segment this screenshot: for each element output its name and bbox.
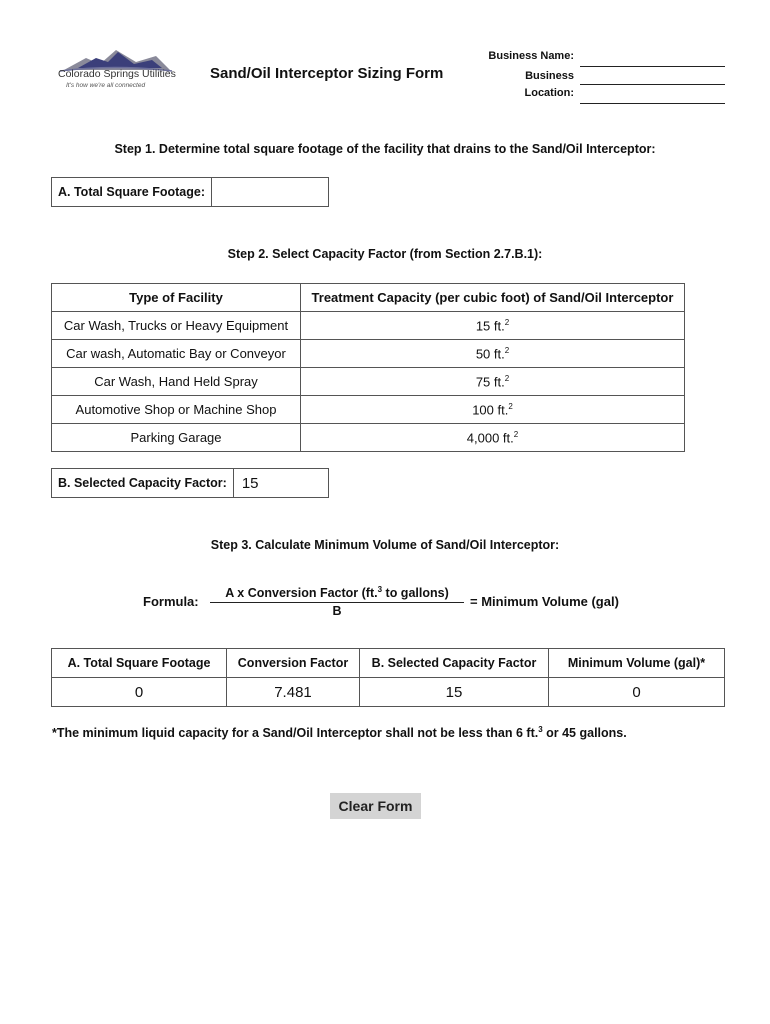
formula-numerator: A x Conversion Factor (ft.$^3$ to gallons) xyxy=(210,585,464,603)
calc-selected-factor-value: 15 xyxy=(360,678,549,707)
selected-capacity-input[interactable]: 15 xyxy=(234,469,328,497)
step3-heading: Step 3. Calculate Minimum Volume of Sand/Oil Interceptor: xyxy=(210,538,560,552)
column-header-selected-factor: B. Selected Capacity Factor xyxy=(360,649,549,678)
column-header-total-sqft: A. Total Square Footage xyxy=(52,649,227,678)
business-location-label-line2: Location: xyxy=(524,87,574,99)
table-row xyxy=(52,312,685,340)
table-row xyxy=(52,340,685,368)
page-title: Sand/Oil Interceptor Sizing Form xyxy=(210,65,444,82)
business-name-field[interactable] xyxy=(580,52,725,67)
business-name-label: Business Name: xyxy=(488,50,574,62)
formula-denominator: B xyxy=(332,604,342,618)
capacity-factor-table xyxy=(51,283,685,452)
facility-type: Parking Garage xyxy=(52,424,301,452)
table-row xyxy=(52,424,685,452)
calc-total-sqft-value: 0 xyxy=(52,678,227,707)
column-header-facility: Type of Facility xyxy=(52,284,301,312)
facility-type: Car wash, Automatic Bay or Conveyor xyxy=(52,340,301,368)
total-square-footage-input[interactable] xyxy=(212,178,328,206)
capacity-value: 100 ft.$^2$ xyxy=(301,396,685,424)
facility-type: Car Wash, Trucks or Heavy Equipment xyxy=(52,312,301,340)
facility-type: Car Wash, Hand Held Spray xyxy=(52,368,301,396)
capacity-value: 50 ft.$^2$ xyxy=(301,340,685,368)
calculation-table xyxy=(51,648,725,707)
step2-heading: Step 2. Select Capacity Factor (from Section 2.7.B.1): xyxy=(227,247,543,261)
table-row xyxy=(52,368,685,396)
clear-form-button[interactable]: Clear Form xyxy=(330,793,421,819)
table-row xyxy=(52,396,685,424)
selected-capacity-label: B. Selected Capacity Factor: xyxy=(52,469,234,497)
capacity-value: 15 ft.$^2$ xyxy=(301,312,685,340)
column-header-min-volume: Minimum Volume (gal)* xyxy=(549,649,725,678)
capacity-value: 4,000 ft.$^2$ xyxy=(301,424,685,452)
calc-conversion-value: 7.481 xyxy=(227,678,360,707)
capacity-value: 75 ft.$^2$ xyxy=(301,368,685,396)
total-square-footage-row xyxy=(51,177,329,207)
formula-label: Formula: xyxy=(143,594,199,609)
logo-tagline: It's how we're all connected xyxy=(66,82,146,89)
facility-type: Automotive Shop or Machine Shop xyxy=(52,396,301,424)
column-header-capacity: Treatment Capacity (per cubic foot) of Sand/Oil Interceptor xyxy=(301,284,685,312)
business-location-field-2[interactable] xyxy=(580,89,725,104)
total-square-footage-label: A. Total Square Footage: xyxy=(52,178,212,206)
formula-result: = Minimum Volume (gal) xyxy=(470,594,619,609)
minimum-capacity-note: *The minimum liquid capacity for a Sand/Oil Interceptor shall not be less than 6 ft.$^3$ or 45 gallons. xyxy=(52,725,627,741)
column-header-conversion: Conversion Factor xyxy=(227,649,360,678)
business-location-label-line1: Business xyxy=(525,70,574,82)
step1-heading: Step 1. Determine total square footage of the facility that drains to the Sand/Oil Interceptor: xyxy=(114,142,656,156)
selected-capacity-row xyxy=(51,468,329,498)
business-location-field-1[interactable] xyxy=(580,70,725,85)
logo-name: Colorado Springs Utilities xyxy=(58,68,176,80)
calc-min-volume-value: 0 xyxy=(549,678,725,707)
